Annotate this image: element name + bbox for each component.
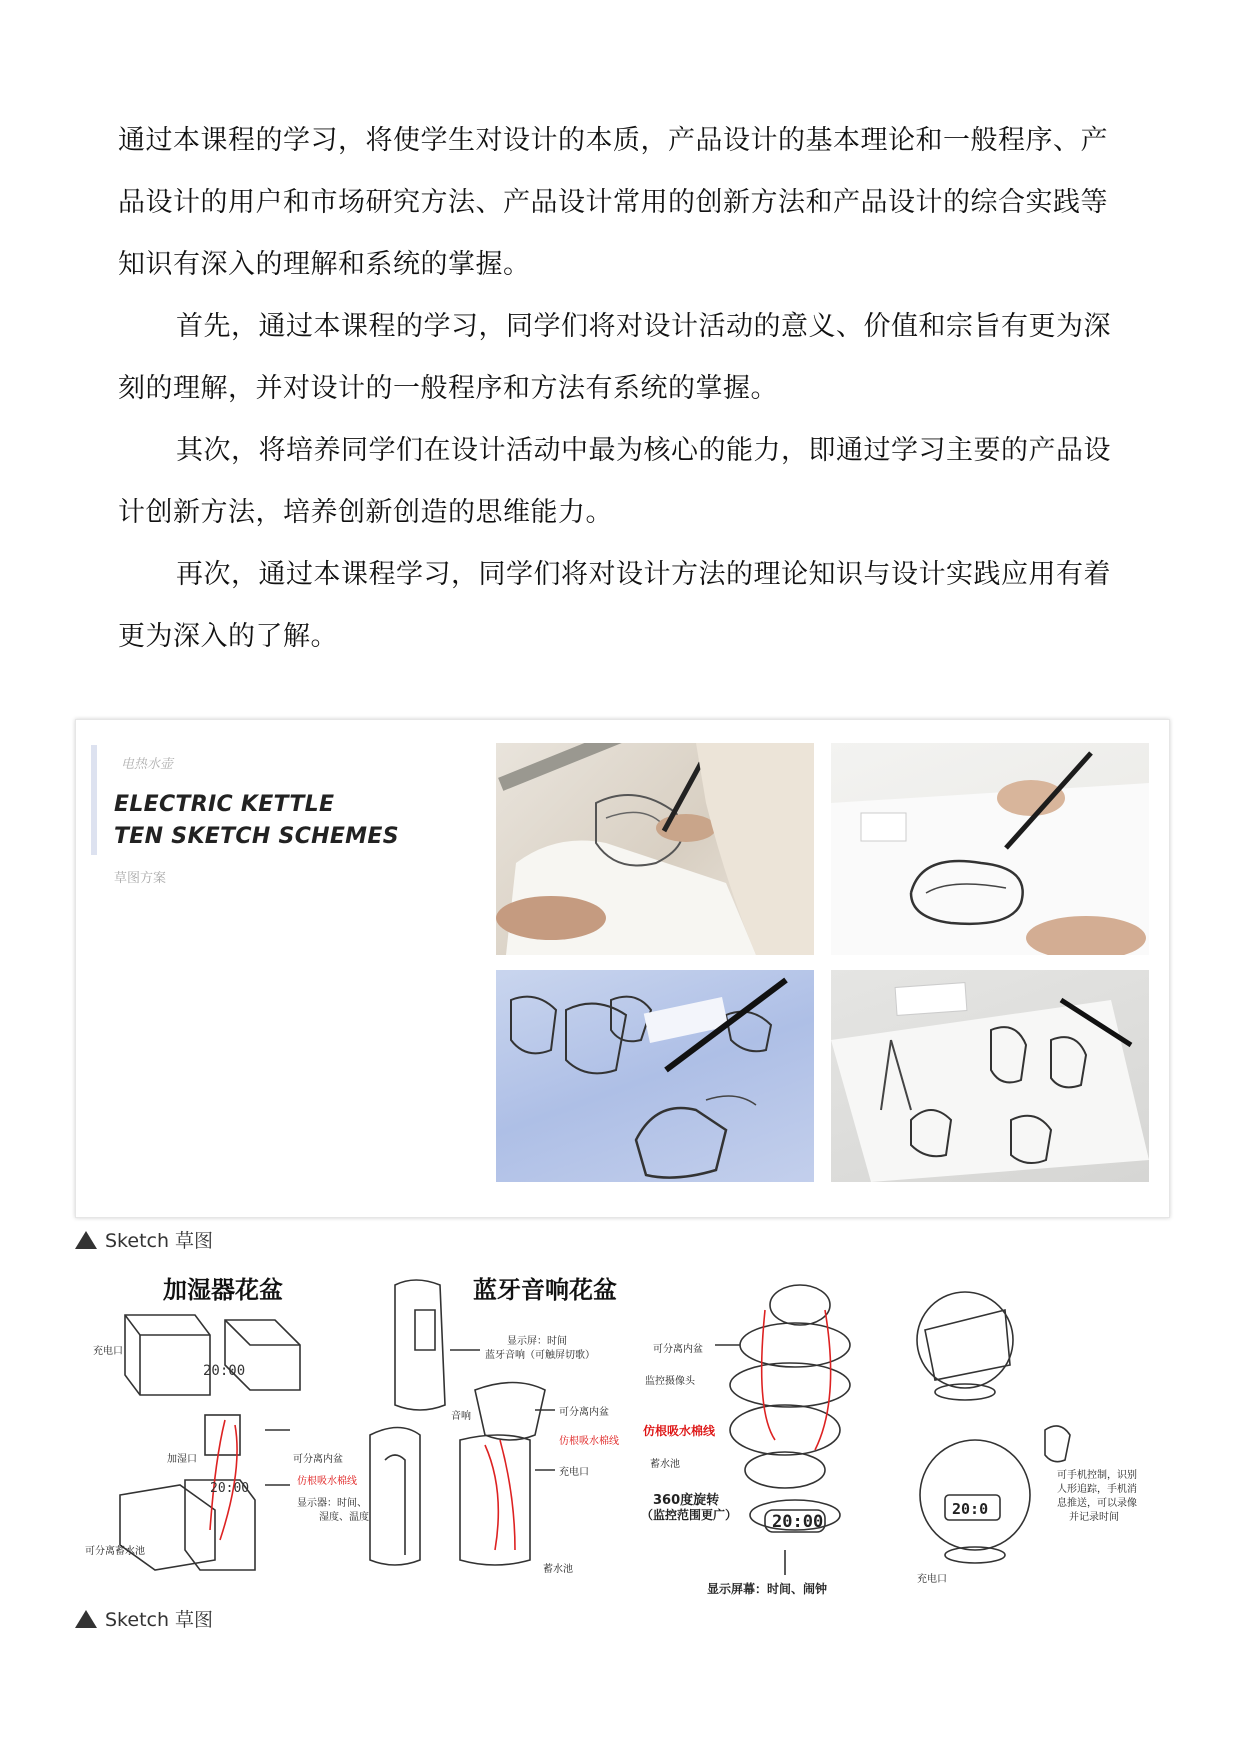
caption-text: Sketch 草图 [105,1230,214,1252]
product-sketch-sheet [75,1270,1170,1600]
camera-clock-reading: 20:00 [772,1512,824,1532]
panel-cn-subtitle: 草图方案 [114,871,167,886]
speaker-title: 蓝牙音响花盆 [473,1276,617,1304]
camera-inner-pot-label: 可分离内盆 [653,1344,703,1355]
speaker-screen-label: 显示屏：时间 [507,1336,567,1347]
camera-app-label-2: 人形追踪，手机消 [1057,1484,1137,1495]
speaker-charge-label: 充电口 [559,1467,589,1478]
panel-en-title-line1: ELECTRIC KETTLE [114,792,335,817]
sketch-drawings [75,1270,1170,1600]
camera-app-label-4: 并记录时间 [1069,1512,1119,1523]
triangle-icon [75,1610,97,1628]
camera-app-label-3: 息推送，可以录像 [1057,1498,1137,1509]
camera-wick-label: 仿根吸水棉线 [643,1424,716,1438]
humidifier-charge-label: 充电口 [93,1346,123,1357]
sketch-photo-3 [496,970,814,1182]
humidifier-add-water-label: 加湿口 [167,1454,197,1465]
third-paragraph: 再次，通过本课程学习，同学们将对设计方法的理论知识与设计实践应用有着更为深入的了解。 [118,559,1111,652]
panel-cn-title: 电热水壶 [121,757,174,772]
camera-rotate-label: 360度旋转 [653,1493,720,1508]
sketch-photo-4 [831,970,1149,1182]
kettle-sketch-panel [75,719,1170,1218]
second-paragraph: 其次，将培养同学们在设计活动中最为核心的能力，即通过学习主要的产品设计创新方法，培养创新创造的思维能力。 [118,435,1111,528]
speaker-tank-label: 蓄水池 [543,1564,573,1575]
humidifier-inner-pot-label: 可分离内盆 [293,1454,343,1465]
panel-en-title-line2: TEN SKETCH SCHEMES [114,824,399,849]
caption-text: Sketch 草图 [105,1609,214,1631]
caption-sketch-1 [75,1226,213,1253]
humidifier-display-label-2: 湿度、温度 [319,1512,369,1523]
humidifier-display-reading: 20:00 [203,1363,246,1379]
humidifier-wick-label: 仿根吸水棉线 [297,1476,357,1487]
triangle-icon [75,1231,97,1249]
camera-charge-label: 充电口 [917,1574,947,1585]
camera-rotate-label-2: （监控范围更广） [641,1508,738,1522]
camera-screen-label: 显示屏幕：时间、闹钟 [707,1582,828,1596]
camera-app-label-1: 可手机控制，识别 [1057,1470,1137,1481]
speaker-wick-label: 仿根吸水棉线 [559,1436,619,1447]
caption-sketch-2 [75,1605,213,1632]
intro-paragraph: 通过本课程的学习，将使学生对设计的本质，产品设计的基本理论和一般程序、产品设计的用户和市场研究方法、产品设计常用的创新方法和产品设计的综合实践等知识有深入的理解和系统的掌握。 [118,125,1108,280]
camera-camera-label: 监控摄像头 [645,1376,695,1387]
accent-bar [91,745,97,855]
humidifier-base-reading: 20:00 [210,1481,250,1496]
speaker-sound-label: 音响 [451,1411,471,1422]
sketch-photo-2 [831,743,1149,955]
camera-tank-label: 蓄水池 [650,1459,680,1470]
speaker-inner-pot-label: 可分离内盆 [559,1407,609,1418]
first-paragraph: 首先，通过本课程的学习，同学们将对设计活动的意义、价值和宗旨有更为深刻的理解，并对设计的一般程序和方法有系统的掌握。 [118,311,1111,404]
sketch-photo-1 [496,743,814,955]
humidifier-tank-label: 可分离蓄水池 [85,1546,145,1557]
humidifier-display-label: 显示器：时间、 [297,1498,367,1509]
humidifier-title: 加湿器花盆 [163,1276,283,1304]
sphere-clock-reading: 20:0 [952,1500,989,1518]
speaker-bluetooth-label: 蓝牙音响（可触屏切歌） [485,1350,595,1361]
